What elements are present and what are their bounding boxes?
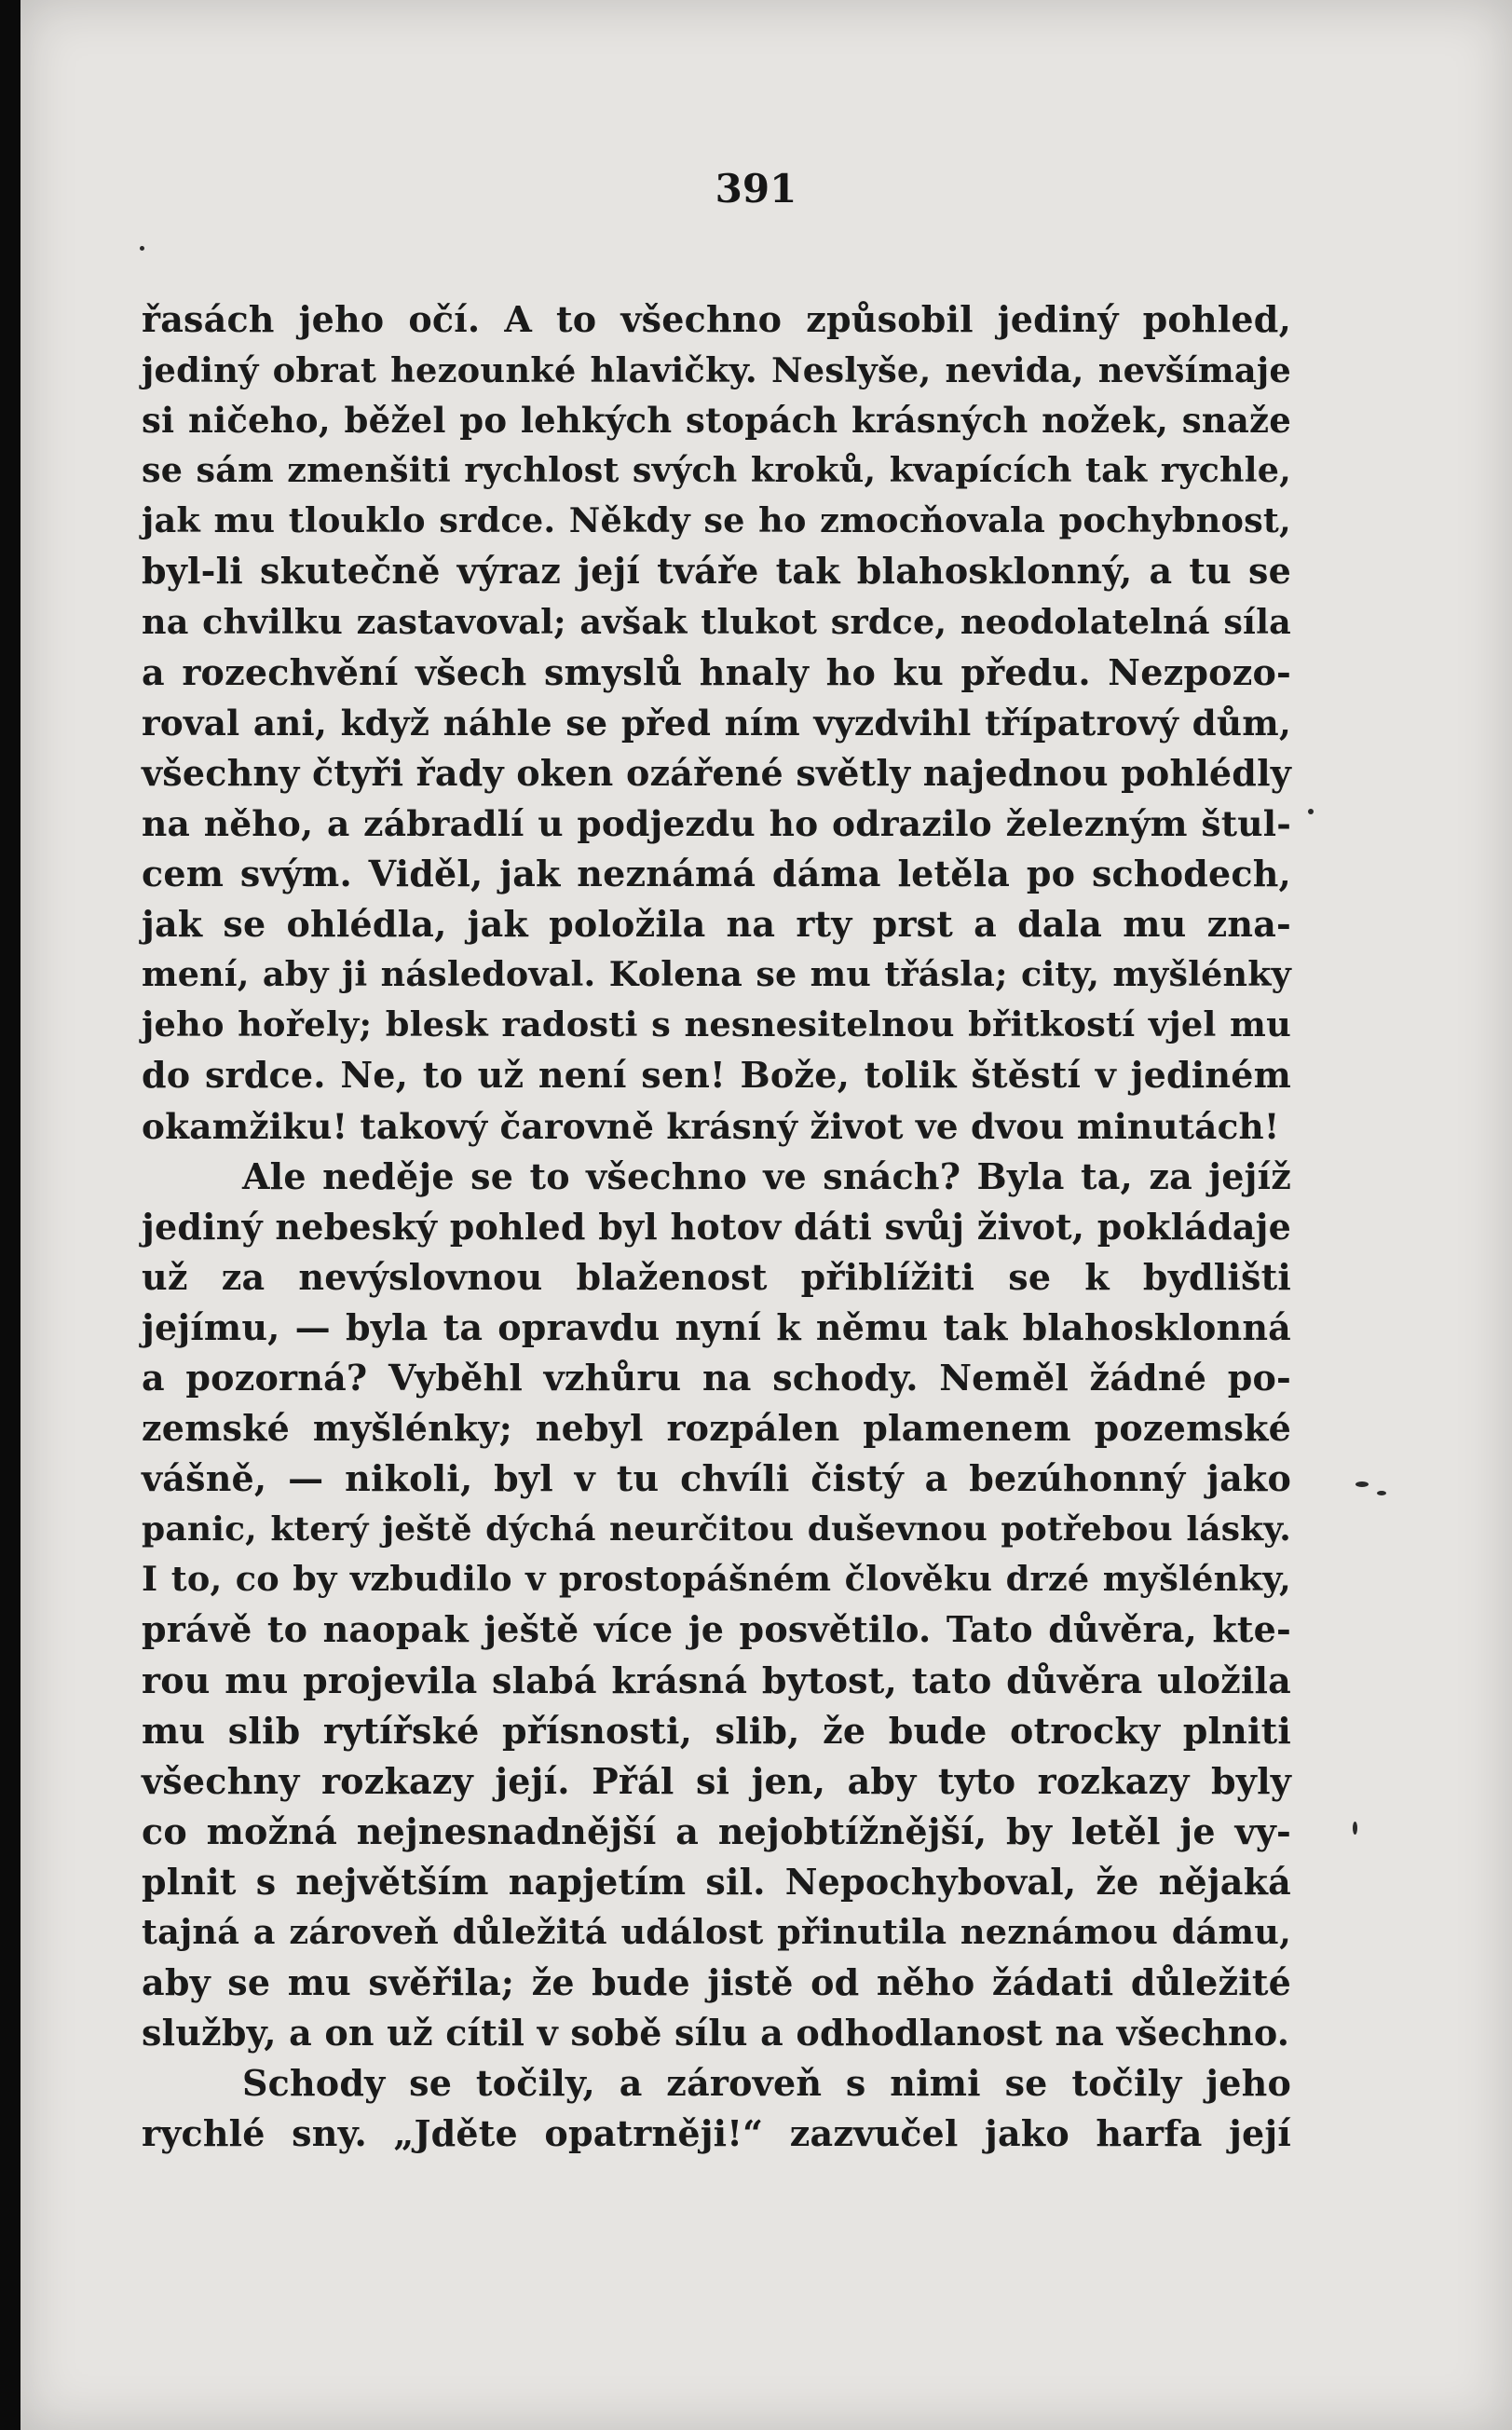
scan-left-border xyxy=(0,0,20,2430)
text-line: panic, který ještě dýchá neurčitou duševnou potřebou lásky. xyxy=(142,1509,1291,1549)
text-line: vášně, — nikoli, byl v tu chvíli čistý a bezúhonný jako xyxy=(142,1457,1291,1500)
text-line: právě to naopak ještě více je posvětilo. Tato důvěra, kte- xyxy=(142,1608,1291,1651)
text-line: všechny čtyři řady oken ozářené světly najednou pohlédly xyxy=(142,751,1291,794)
text-line: řasách jeho očí. A to všechno způsobil jediný pohled, xyxy=(142,298,1291,340)
text-line: jak se ohlédla, jak položila na rty prst a dala mu zna- xyxy=(142,903,1291,946)
paragraph-end-line: služby, a on už cítil v sobě sílu a odhodlanost na všechno. xyxy=(142,2012,1290,2055)
text-line: všechny rozkazy její. Přál si jen, aby tyto rozkazy byly xyxy=(142,1759,1291,1802)
text-line: co možná nejnesnadnější a nejobtížnější, by letěl je vy- xyxy=(142,1809,1291,1852)
text-line: roval ani, když náhle se před ním vyzdvihl třípatrový dům, xyxy=(142,702,1291,744)
text-line: a pozorná? Vyběhl vzhůru na schody. Neměl žádné po- xyxy=(142,1356,1291,1399)
scan-speck xyxy=(1377,1491,1386,1495)
scan-speck xyxy=(1355,1481,1369,1487)
paragraph-start-line: Ale neděje se to všechno ve snách? Byla ta, za jejíž xyxy=(242,1154,1291,1197)
text-line: jejímu, — byla ta opravdu nyní k němu tak blahosklonná xyxy=(142,1305,1291,1348)
text-line: jeho hořely; blesk radosti s nesnesitelnou břitkostí vjel mu xyxy=(142,1004,1291,1045)
scan-speck xyxy=(140,246,144,251)
text-line: zemské myšlénky; nebyl rozpálen plamenem pozemské xyxy=(142,1407,1291,1450)
paragraph-end-line: okamžiku! takový čarovně krásný život ve dvou minutách! xyxy=(142,1105,1280,1147)
paragraph-start-line: Schody se točily, a zároveň s nimi se točily jeho xyxy=(242,2062,1291,2105)
text-line: se sám zmenšiti rychlost svých kroků, kvapících tak rychle, xyxy=(142,450,1291,491)
text-line: cem svým. Viděl, jak neznámá dáma letěla po schodech, xyxy=(142,853,1291,895)
text-line: do srdce. Ne, to už není sen! Bože, tolik štěstí v jediném xyxy=(142,1054,1291,1097)
scan-speck xyxy=(1308,809,1314,814)
text-line: byl-li skutečně výraz její tváře tak blahosklonný, a tu se xyxy=(142,550,1291,593)
text-line: si ničeho, běžel po lehkých stopách krásných nožek, snaže xyxy=(142,400,1291,442)
text-line: už za nevýslovnou blaženost přiblížiti se k bydlišti xyxy=(142,1255,1291,1298)
body-text xyxy=(142,294,1291,2159)
text-line: jediný nebeský pohled byl hotov dáti svůj život, pokládaje xyxy=(142,1205,1291,1248)
text-line: tajná a zároveň důležitá událost přinutila neznámou dámu, xyxy=(142,1912,1291,1952)
text-line: mení, aby ji následoval. Kolena se mu třásla; city, myšlénky xyxy=(142,954,1291,995)
text-line: mu slib rytířské přísnosti, slib, že bude otrocky plniti xyxy=(142,1709,1291,1752)
text-line: rychlé sny. „Jděte opatrněji!“ zazvučel jako harfa její xyxy=(142,2112,1291,2155)
text-line: plnit s největším napjetím sil. Nepochyboval, že nějaká xyxy=(142,1860,1291,1903)
text-line: rou mu projevila slabá krásná bytost, tato důvěra uložila xyxy=(142,1659,1291,1701)
text-line: na chvilku zastavoval; avšak tlukot srdce, neodolatelná síla xyxy=(142,601,1291,642)
text-line: a rozechvění všech smyslů hnaly ho ku předu. Nezpozo- xyxy=(142,650,1291,693)
text-line: aby se mu svěřila; že bude jistě od něho žádati důležité xyxy=(142,1961,1291,2004)
text-line: jak mu tlouklo srdce. Někdy se ho zmocňovala pochybnost, xyxy=(142,500,1291,541)
text-line: I to, co by vzbudilo v prostopášném člověku drzé myšlénky, xyxy=(142,1559,1291,1600)
text-line: jediný obrat hezounké hlavičky. Neslyše, nevida, nevšímaje xyxy=(142,349,1291,391)
page-number: 391 xyxy=(715,166,797,212)
text-line: na něho, a zábradlí u podjezdu ho odrazilo železným štul- xyxy=(142,802,1291,844)
scan-speck xyxy=(1353,1822,1357,1835)
